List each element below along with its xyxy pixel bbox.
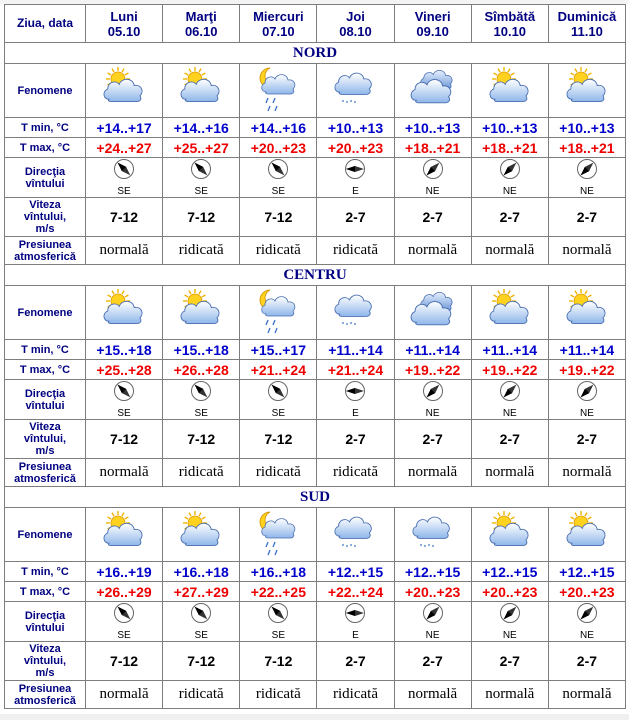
cloud-drizzle-icon bbox=[327, 543, 383, 560]
partly-cloudy-icon bbox=[559, 99, 615, 116]
pressure-cell: ridicată bbox=[240, 459, 316, 486]
tmax-cell: +20..+23 bbox=[240, 138, 316, 157]
weather-cell bbox=[240, 508, 316, 561]
tmin-cell: +10..+13 bbox=[317, 118, 393, 137]
wind-speed-cell: 7-12 bbox=[240, 198, 316, 236]
wind-direction-text: SE bbox=[271, 630, 286, 641]
partly-cloudy-icon bbox=[482, 543, 538, 560]
wind-direction-text: NE bbox=[579, 630, 594, 641]
wind-direction-cell bbox=[86, 158, 162, 197]
tmax-cell: +22..+24 bbox=[317, 582, 393, 601]
wind-direction-text: NE bbox=[502, 186, 517, 197]
pressure-cell: ridicată bbox=[163, 459, 239, 486]
row-label-line: vîntului bbox=[25, 399, 65, 412]
partly-cloudy-icon bbox=[559, 321, 615, 338]
tmax-cell: +20..+23 bbox=[317, 138, 393, 157]
tmax-cell: +27..+29 bbox=[163, 582, 239, 601]
tmax-cell: +22..+25 bbox=[240, 582, 316, 601]
forecast-body bbox=[5, 43, 625, 708]
table-row bbox=[5, 420, 625, 458]
table-row bbox=[5, 138, 625, 157]
tmin-cell: +14..+16 bbox=[163, 118, 239, 137]
weather-cell bbox=[163, 64, 239, 117]
weather-cell bbox=[317, 508, 393, 561]
row-label-line: m/s bbox=[35, 667, 55, 679]
tmin-cell: +12..+15 bbox=[549, 562, 625, 581]
weather-cell bbox=[163, 508, 239, 561]
wind-direction-text: E bbox=[352, 408, 359, 419]
tmin-cell: +10..+13 bbox=[395, 118, 471, 137]
weather-cell bbox=[240, 64, 316, 117]
row-label-line: m/s bbox=[35, 445, 55, 457]
weather-cell bbox=[395, 286, 471, 339]
day-header bbox=[317, 5, 393, 42]
compass-arrow-icon bbox=[267, 158, 289, 185]
day-name: Miercuri bbox=[253, 8, 304, 24]
row-label-line: atmosferică bbox=[14, 472, 76, 485]
wind-direction-cell bbox=[240, 158, 316, 197]
tmax-cell: +25..+28 bbox=[86, 360, 162, 379]
row-label-line: Direcţia bbox=[24, 609, 66, 622]
row-label-line: Viteza bbox=[29, 643, 61, 655]
tmax-cell: +26..+29 bbox=[86, 582, 162, 601]
pressure-cell: normală bbox=[472, 681, 548, 708]
weather-cell bbox=[86, 508, 162, 561]
row-label bbox=[5, 681, 85, 708]
wind-direction-cell bbox=[240, 380, 316, 419]
day-date: 06.10 bbox=[184, 23, 218, 39]
table-row bbox=[5, 602, 625, 641]
weather-cell bbox=[472, 508, 548, 561]
night-rain-icon bbox=[250, 321, 306, 338]
compass-arrow-icon bbox=[113, 158, 135, 185]
partly-cloudy-icon bbox=[482, 321, 538, 338]
row-label-line: Direcţia bbox=[24, 387, 66, 400]
tmin-cell: +15..+18 bbox=[163, 340, 239, 359]
wind-direction-text: NE bbox=[579, 408, 594, 419]
row-label-line: m/s bbox=[35, 223, 55, 235]
compass-arrow-icon bbox=[344, 380, 366, 407]
partly-cloudy-icon bbox=[559, 543, 615, 560]
region-name: SUD bbox=[5, 487, 625, 507]
day-date: 05.10 bbox=[107, 23, 141, 39]
wind-speed-cell: 2-7 bbox=[317, 198, 393, 236]
tmin-cell: +12..+15 bbox=[472, 562, 548, 581]
tmax-cell: +25..+27 bbox=[163, 138, 239, 157]
wind-direction-text: SE bbox=[117, 630, 131, 641]
row-label-line: T max, °C bbox=[19, 585, 71, 598]
tmin-cell: +16..+18 bbox=[163, 562, 239, 581]
pressure-cell: normală bbox=[549, 681, 625, 708]
table-row bbox=[5, 582, 625, 601]
wind-speed-cell: 2-7 bbox=[472, 642, 548, 680]
wind-direction-text: NE bbox=[579, 186, 594, 197]
wind-speed-cell: 7-12 bbox=[86, 420, 162, 458]
wind-direction-text: SE bbox=[117, 408, 131, 419]
row-label bbox=[5, 508, 85, 561]
weather-cell bbox=[395, 64, 471, 117]
row-label bbox=[5, 237, 85, 264]
wind-direction-cell bbox=[395, 602, 471, 641]
partly-cloudy-icon bbox=[482, 99, 538, 116]
pressure-cell: normală bbox=[395, 681, 471, 708]
tmin-cell: +10..+13 bbox=[472, 118, 548, 137]
region-header-row bbox=[5, 487, 625, 507]
partly-cloudy-icon bbox=[96, 543, 152, 560]
day-name: Sîmbătă bbox=[484, 8, 536, 24]
tmax-cell: +19..+22 bbox=[549, 360, 625, 379]
weather-cell bbox=[472, 64, 548, 117]
weather-cell bbox=[549, 286, 625, 339]
compass-arrow-icon bbox=[113, 602, 135, 629]
wind-speed-cell: 2-7 bbox=[549, 420, 625, 458]
tmin-cell: +12..+15 bbox=[395, 562, 471, 581]
region-header-row bbox=[5, 43, 625, 63]
wind-direction-text: SE bbox=[271, 408, 286, 419]
table-row bbox=[5, 340, 625, 359]
pressure-cell: normală bbox=[86, 459, 162, 486]
day-name: Duminică bbox=[557, 8, 617, 24]
row-label-line: T max, °C bbox=[19, 363, 71, 376]
wind-speed-cell: 2-7 bbox=[395, 642, 471, 680]
table-row bbox=[5, 237, 625, 264]
wind-speed-cell: 2-7 bbox=[549, 198, 625, 236]
row-label-line: Fenomene bbox=[17, 528, 73, 541]
table-row bbox=[5, 681, 625, 708]
tmax-cell: +24..+27 bbox=[86, 138, 162, 157]
tmax-cell: +18..+21 bbox=[549, 138, 625, 157]
row-label bbox=[5, 582, 85, 601]
compass-arrow-icon bbox=[499, 158, 521, 185]
day-date: 10.10 bbox=[493, 23, 527, 39]
tmax-cell: +21..+24 bbox=[240, 360, 316, 379]
heavy-cloud-icon bbox=[405, 99, 461, 116]
pressure-cell: normală bbox=[86, 681, 162, 708]
table-row bbox=[5, 562, 625, 581]
tmin-cell: +11..+14 bbox=[549, 340, 625, 359]
row-label-line: vîntului, bbox=[23, 211, 67, 223]
wind-direction-text: SE bbox=[117, 186, 131, 197]
wind-direction-text: NE bbox=[502, 630, 517, 641]
tmax-cell: +19..+22 bbox=[472, 360, 548, 379]
pressure-cell: ridicată bbox=[163, 681, 239, 708]
day-header bbox=[163, 5, 239, 42]
pressure-cell: normală bbox=[86, 237, 162, 264]
tmin-cell: +16..+19 bbox=[86, 562, 162, 581]
tmax-cell: +18..+21 bbox=[395, 138, 471, 157]
pressure-cell: normală bbox=[395, 237, 471, 264]
wind-direction-cell bbox=[472, 158, 548, 197]
wind-speed-cell: 2-7 bbox=[472, 198, 548, 236]
wind-speed-cell: 7-12 bbox=[240, 642, 316, 680]
table-row bbox=[5, 118, 625, 137]
wind-speed-cell: 7-12 bbox=[86, 642, 162, 680]
wind-direction-cell bbox=[163, 158, 239, 197]
tmin-cell: +11..+14 bbox=[317, 340, 393, 359]
heavy-cloud-icon bbox=[405, 321, 461, 338]
partly-cloudy-icon bbox=[173, 321, 229, 338]
wind-direction-text: NE bbox=[425, 630, 440, 641]
footer-strip bbox=[0, 714, 629, 720]
tmin-cell: +16..+18 bbox=[240, 562, 316, 581]
header-row bbox=[5, 5, 625, 42]
wind-speed-cell: 7-12 bbox=[240, 420, 316, 458]
tmax-cell: +20..+23 bbox=[472, 582, 548, 601]
compass-arrow-icon bbox=[113, 380, 135, 407]
tmin-cell: +15..+17 bbox=[240, 340, 316, 359]
pressure-cell: normală bbox=[549, 459, 625, 486]
row-label-line: Fenomene bbox=[17, 306, 73, 319]
tmax-cell: +21..+24 bbox=[317, 360, 393, 379]
row-label bbox=[5, 158, 85, 197]
row-label bbox=[5, 459, 85, 486]
compass-arrow-icon bbox=[422, 602, 444, 629]
table-row bbox=[5, 642, 625, 680]
pressure-cell: ridicată bbox=[240, 237, 316, 264]
tmax-cell: +19..+22 bbox=[395, 360, 471, 379]
weather-cell bbox=[549, 64, 625, 117]
weather-cell bbox=[472, 286, 548, 339]
row-label-line: T max, °C bbox=[19, 141, 71, 154]
row-label bbox=[5, 198, 85, 236]
row-label bbox=[5, 602, 85, 641]
pressure-cell: normală bbox=[549, 237, 625, 264]
row-label-line: Viteza bbox=[29, 199, 61, 211]
row-label bbox=[5, 118, 85, 137]
weather-cell bbox=[317, 64, 393, 117]
compass-arrow-icon bbox=[190, 158, 212, 185]
row-label-line: Presiunea bbox=[18, 460, 72, 473]
compass-arrow-icon bbox=[576, 602, 598, 629]
row-label bbox=[5, 420, 85, 458]
row-label-line: atmosferică bbox=[14, 694, 76, 707]
row-label bbox=[5, 642, 85, 680]
day-name: Vineri bbox=[414, 8, 451, 24]
day-name: Marţi bbox=[185, 8, 217, 24]
table-row bbox=[5, 508, 625, 561]
table-row bbox=[5, 380, 625, 419]
partly-cloudy-icon bbox=[96, 321, 152, 338]
partly-cloudy-icon bbox=[96, 99, 152, 116]
tmin-cell: +14..+17 bbox=[86, 118, 162, 137]
wind-speed-cell: 2-7 bbox=[549, 642, 625, 680]
wind-direction-text: E bbox=[352, 186, 359, 197]
row-label-line: atmosferică bbox=[14, 250, 76, 263]
row-label bbox=[5, 562, 85, 581]
tmin-cell: +14..+16 bbox=[240, 118, 316, 137]
wind-direction-cell bbox=[163, 602, 239, 641]
wind-direction-cell bbox=[317, 158, 393, 197]
row-label-line: vîntului bbox=[25, 177, 65, 190]
compass-arrow-icon bbox=[267, 380, 289, 407]
weather-cell bbox=[163, 286, 239, 339]
wind-direction-cell bbox=[86, 380, 162, 419]
tmin-cell: +15..+18 bbox=[86, 340, 162, 359]
day-name: Luni bbox=[110, 8, 138, 24]
forecast-table bbox=[4, 4, 626, 709]
compass-arrow-icon bbox=[190, 380, 212, 407]
wind-speed-cell: 2-7 bbox=[472, 420, 548, 458]
day-header bbox=[549, 5, 625, 42]
compass-arrow-icon bbox=[344, 158, 366, 185]
wind-speed-cell: 7-12 bbox=[163, 642, 239, 680]
weather-cell bbox=[395, 508, 471, 561]
wind-direction-cell bbox=[317, 602, 393, 641]
pressure-cell: ridicată bbox=[317, 237, 393, 264]
pressure-cell: ridicată bbox=[240, 681, 316, 708]
table-row bbox=[5, 360, 625, 379]
wind-direction-cell bbox=[86, 602, 162, 641]
compass-arrow-icon bbox=[190, 602, 212, 629]
row-label-line: Presiunea bbox=[18, 238, 72, 251]
wind-direction-cell bbox=[317, 380, 393, 419]
row-label-line: T min, °C bbox=[21, 121, 69, 134]
wind-direction-cell bbox=[549, 158, 625, 197]
day-header bbox=[86, 5, 162, 42]
cloud-drizzle-icon bbox=[405, 543, 461, 560]
row-label-line: T min, °C bbox=[21, 565, 69, 578]
row-label-line: vîntului bbox=[25, 621, 65, 634]
day-header bbox=[240, 5, 316, 42]
pressure-cell: normală bbox=[472, 237, 548, 264]
compass-arrow-icon bbox=[499, 602, 521, 629]
night-rain-icon bbox=[250, 543, 306, 560]
pressure-cell: normală bbox=[395, 459, 471, 486]
compass-arrow-icon bbox=[422, 380, 444, 407]
pressure-cell: ridicată bbox=[163, 237, 239, 264]
wind-direction-text: NE bbox=[425, 408, 440, 419]
wind-direction-text: SE bbox=[194, 186, 208, 197]
wind-direction-cell bbox=[472, 602, 548, 641]
row-label bbox=[5, 380, 85, 419]
region-name: CENTRU bbox=[5, 265, 625, 285]
row-label-line: vîntului, bbox=[23, 433, 67, 445]
table-row bbox=[5, 286, 625, 339]
table-row bbox=[5, 64, 625, 117]
row-label-line: T min, °C bbox=[21, 343, 69, 356]
day-header bbox=[472, 5, 548, 42]
day-date: 08.10 bbox=[339, 23, 372, 39]
tmax-cell: +20..+23 bbox=[395, 582, 471, 601]
pressure-cell: ridicată bbox=[317, 681, 393, 708]
row-label bbox=[5, 340, 85, 359]
weather-cell bbox=[86, 286, 162, 339]
partly-cloudy-icon bbox=[173, 99, 229, 116]
wind-direction-text: NE bbox=[425, 186, 440, 197]
wind-direction-text: E bbox=[352, 630, 359, 641]
weather-cell bbox=[549, 508, 625, 561]
compass-arrow-icon bbox=[499, 380, 521, 407]
weather-cell bbox=[240, 286, 316, 339]
tmax-cell: +26..+28 bbox=[163, 360, 239, 379]
table-row bbox=[5, 198, 625, 236]
wind-speed-cell: 2-7 bbox=[317, 420, 393, 458]
wind-direction-cell bbox=[395, 380, 471, 419]
tmin-cell: +10..+13 bbox=[549, 118, 625, 137]
weather-cell bbox=[86, 64, 162, 117]
day-header bbox=[395, 5, 471, 42]
tmin-cell: +11..+14 bbox=[472, 340, 548, 359]
row-label bbox=[5, 64, 85, 117]
compass-arrow-icon bbox=[422, 158, 444, 185]
day-date: 07.10 bbox=[262, 23, 295, 39]
row-label bbox=[5, 360, 85, 379]
night-rain-icon bbox=[250, 99, 306, 116]
wind-direction-cell bbox=[549, 380, 625, 419]
tmax-cell: +20..+23 bbox=[549, 582, 625, 601]
compass-arrow-icon bbox=[267, 602, 289, 629]
row-label bbox=[5, 138, 85, 157]
wind-direction-cell bbox=[395, 158, 471, 197]
row-label-line: Viteza bbox=[29, 421, 61, 433]
wind-speed-cell: 2-7 bbox=[395, 198, 471, 236]
row-label-line: Fenomene bbox=[17, 84, 73, 97]
table-row bbox=[5, 158, 625, 197]
cloud-drizzle-icon bbox=[327, 99, 383, 116]
region-name: NORD bbox=[5, 43, 625, 63]
wind-speed-cell: 7-12 bbox=[163, 198, 239, 236]
wind-speed-cell: 2-7 bbox=[317, 642, 393, 680]
pressure-cell: ridicată bbox=[317, 459, 393, 486]
row-label-line: Direcţia bbox=[24, 165, 66, 178]
day-name: Joi bbox=[346, 8, 365, 24]
wind-speed-cell: 7-12 bbox=[86, 198, 162, 236]
wind-direction-cell bbox=[472, 380, 548, 419]
cloud-drizzle-icon bbox=[327, 321, 383, 338]
row-label-line: Presiunea bbox=[18, 682, 72, 695]
compass-arrow-icon bbox=[576, 380, 598, 407]
wind-direction-cell bbox=[240, 602, 316, 641]
weather-cell bbox=[317, 286, 393, 339]
wind-direction-cell bbox=[549, 602, 625, 641]
region-header-row bbox=[5, 265, 625, 285]
pressure-cell: normală bbox=[472, 459, 548, 486]
row-label bbox=[5, 286, 85, 339]
wind-speed-cell: 2-7 bbox=[395, 420, 471, 458]
header-first-cell: Ziua, data bbox=[5, 5, 85, 42]
wind-direction-text: SE bbox=[194, 408, 208, 419]
wind-direction-text: NE bbox=[502, 408, 517, 419]
tmax-cell: +18..+21 bbox=[472, 138, 548, 157]
compass-arrow-icon bbox=[344, 602, 366, 629]
wind-direction-text: SE bbox=[271, 186, 286, 197]
day-date: 09.10 bbox=[416, 23, 449, 39]
tmin-cell: +11..+14 bbox=[395, 340, 471, 359]
day-date: 11.10 bbox=[571, 23, 603, 39]
wind-direction-cell bbox=[163, 380, 239, 419]
table-row bbox=[5, 459, 625, 486]
row-label-line: vîntului, bbox=[23, 655, 67, 667]
tmin-cell: +12..+15 bbox=[317, 562, 393, 581]
compass-arrow-icon bbox=[576, 158, 598, 185]
wind-speed-cell: 7-12 bbox=[163, 420, 239, 458]
wind-direction-text: SE bbox=[194, 630, 208, 641]
partly-cloudy-icon bbox=[173, 543, 229, 560]
